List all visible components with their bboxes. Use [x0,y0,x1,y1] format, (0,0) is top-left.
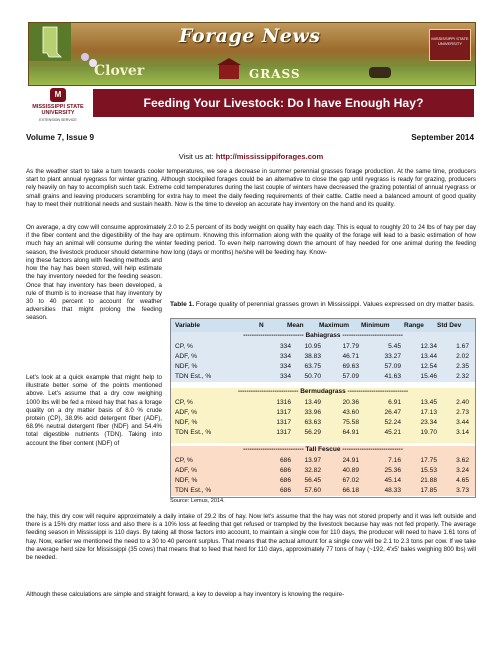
table-cell: 3.62 [456,457,469,464]
table-caption-label: Table 1. [170,301,195,308]
section-title: ---------------------------- Tall Fescue ---------------------------- [243,446,403,453]
flower-icon [81,53,89,61]
table-cell: 334 [279,363,291,370]
table-cell: 21.88 [420,477,437,484]
barn-icon [219,65,239,79]
table-row [171,362,475,372]
table-header-row [171,319,475,332]
table-cell: 63.75 [304,363,321,370]
table-row [171,408,475,418]
paragraph-consumption: On average, a dry cow will consume approximately 2.0 to 2.5 percent of its body weight on quality hay each day. This is equal to roughly 20 to 24 lbs of hay per day if the fiber content and the digestibility of the hay are optimum. Knowing this information along with the quality of the forage will lead to a basic estimation of how much hay an animal will consume during the winter feeding period. To even help narrowing down the amount of hay needed for one animal during the feeding season, the livestock producer should determine how long (days or months) he/she will be feeding hay. Know- [26,224,476,256]
banner-grass-label: GRASS [249,67,301,81]
section-title: ---------------------------- Bahiagrass ---------------------------- [243,332,403,339]
table-cell: 686 [279,467,291,474]
table-cell: 26.47 [384,409,401,416]
table-cell-variable: TDN Est., % [175,373,212,380]
table-cell: 12.54 [420,363,437,370]
table-cell-variable: TDN Est., % [175,429,212,436]
table-cell: 13.49 [304,399,321,406]
table-cell-variable: TDN Est., % [175,487,212,494]
visit-prefix: Visit us at: [178,152,216,161]
website-link[interactable]: http://mississippiforages.com [215,152,324,161]
table-cell: 20.36 [342,399,359,406]
table-cell: 67.02 [342,477,359,484]
table-cell: 69.63 [342,363,359,370]
table-cell: 6.91 [388,399,401,406]
table-cell-variable: ADF, % [175,467,197,474]
table-cell: 3.73 [456,487,469,494]
mississippi-map-icon [29,23,71,61]
table-cell-variable: CP, % [175,343,193,350]
table-cell: 334 [279,343,291,350]
table-cell-variable: CP, % [175,457,193,464]
table-cell-variable: NDF, % [175,477,198,484]
table-cell: 4.65 [456,477,469,484]
table-cell: 2.40 [456,399,469,406]
table-cell: 24.91 [342,457,359,464]
table-cell: 23.34 [420,419,437,426]
table-cell: 15.46 [420,373,437,380]
table-row [171,418,475,428]
table-cell: 2.02 [456,353,469,360]
header-range: Range [404,322,424,329]
table-cell: 57.60 [304,487,321,494]
table-cell: 50.70 [304,373,321,380]
table-caption-text: Forage quality of perennial grasses grown in Mississippi. Values expressed on dry matter basis. [194,301,475,308]
table-cell: 1316 [276,399,291,406]
table-cell: 1.67 [456,343,469,350]
table-cell: 2.73 [456,409,469,416]
table-cell: 19.70 [420,429,437,436]
header-variable: Variable [175,322,200,329]
msu-badge-icon: M [50,88,66,102]
table-row [171,476,475,486]
banner-title: Forage News [179,25,321,47]
table-cell: 2.32 [456,373,469,380]
forage-quality-table [170,318,476,498]
table-cell: 17.13 [420,409,437,416]
table-cell: 40.89 [342,467,359,474]
table-cell: 1317 [276,429,291,436]
header-std-dev: Std Dev [437,322,462,329]
table-cell: 57.09 [384,363,401,370]
header-maximum: Maximum [319,322,349,329]
table-cell: 686 [279,487,291,494]
table-cell: 46.71 [342,353,359,360]
table-cell: 2.35 [456,363,469,370]
table-cell-variable: ADF, % [175,353,197,360]
table-cell: 13.44 [420,353,437,360]
table-row [171,466,475,476]
table-cell: 25.36 [384,467,401,474]
table-cell: 45.14 [384,477,401,484]
table-cell: 3.44 [456,419,469,426]
table-cell: 32.82 [304,467,321,474]
volume-issue: Volume 7, Issue 9 [26,133,95,142]
paragraph-conclusion: Although these calculations are simple and straight forward, a key to develop a hay inventory is knowing the require- [26,591,345,598]
visit-line [0,152,502,161]
table-caption [170,301,476,309]
table-cell: 15.53 [420,467,437,474]
table-cell: 1317 [276,409,291,416]
table-cell: 41.63 [384,373,401,380]
table-cell: 38.83 [304,353,321,360]
cow-icon [369,67,391,78]
table-cell: 334 [279,373,291,380]
table-cell: 52.24 [384,419,401,426]
table-cell: 17.75 [420,457,437,464]
table-cell: 45.21 [384,429,401,436]
table-cell: 17.85 [420,487,437,494]
table-cell: 17.79 [342,343,359,350]
table-cell: 10.95 [304,343,321,350]
table-cell: 33.27 [384,353,401,360]
header-n: N [259,322,264,329]
table-row [171,486,475,496]
table-cell: 33.96 [304,409,321,416]
table-cell: 686 [279,457,291,464]
table-source: Source: Lemus, 2014. [170,498,225,504]
section-bahiagrass [171,332,475,382]
msu-extension-label: EXTENSION SERVICE [39,118,77,122]
header-mean: Mean [287,322,304,329]
paragraph-calculation: the hay, this dry cow will require approximately a daily intake of 29.2 lbs of hay. Now let's assume that the hay was not stored properly and it was left outside and there is a 15% dry matter loss and also there is a 10% loss at feeding that get refused or trampled by the livestock because hay was not fed properly. The average feeding season in Mississippi is 110 days. By taking all those factors into account, to maintain a single cow for 110 days, the producer will need to have 1.61 tons of hay. Now, earlier we mentioned the need to a 30 to 40 percent surplus. That means that the actual amount for a single cow will be 2.1 to 2.3 tons per cow. If we take the average herd size for Mississippi (35 cows) that means that to feed that herd for 110 days, approximately 77 tons of hay (~192, 4'x5' bales weighing 800 lbs) will be needed. [26,513,476,562]
table-cell: 5.45 [388,343,401,350]
table-cell: 1317 [276,419,291,426]
table-cell: 63.63 [304,419,321,426]
table-row [171,398,475,408]
table-cell: 3.14 [456,429,469,436]
table-cell: 56.45 [304,477,321,484]
header-minimum: Minimum [361,322,390,329]
msu-seal-logo: MISSISSIPPI STATE UNIVERSITY [429,29,471,61]
table-row [171,342,475,352]
table-row [171,456,475,466]
table-cell: 12.34 [420,343,437,350]
table-cell: 48.33 [384,487,401,494]
table-row [171,372,475,382]
table-cell: 57.09 [342,373,359,380]
paragraph-inventory: ing these factors along with feeding methods and how the hay has been stored, will help estimate the hay inventory needed for the feeding season. Once that hay inventory has been developed, a rule of thumb is to increase that hay inventory by 30 to 40 percent to account for weather adversities that might prolong the feeding season. [26,257,162,322]
table-cell: 13.45 [420,399,437,406]
table-row [171,352,475,362]
table-cell: 334 [279,353,291,360]
section-title: ---------------------------- Bermudagrass ---------------------------- [237,388,409,395]
section-bermudagrass [171,388,475,443]
banner-clover-label: Clover [94,63,145,79]
table-cell: 66.18 [342,487,359,494]
table-cell: 64.91 [342,429,359,436]
table-cell: 43.60 [342,409,359,416]
table-cell-variable: ADF, % [175,409,197,416]
table-cell: 13.97 [304,457,321,464]
paragraph-intro: As the weather start to take a turn towards cooler temperatures, we see a decrease in summer perennial grasses forage production. At the same time, producers start to plant annual ryegrass for winter grazing. Although stockpiled forages could be an alternative to close the gap until ryegrass is ready for grazing, producers rely heavily on hay to accomplish such task. Extreme cold temperatures during the last couple of winters have decreased the grazing potential of annual ryegrass or small grains and leaving producers scrambling for extra hay to meet the daily feeding requirements of their cattle. Cattle need a balanced amount of good quality hay to meet their nutritional needs and sustain health. Now is the time to develop an accurate hay inventory on the hand and its quality. [26,168,476,208]
table-cell: 7.16 [388,457,401,464]
forage-news-banner [28,22,476,86]
article-title: Feeding Your Livestock: Do I have Enough Hay? [143,96,424,110]
table-cell: 75.58 [342,419,359,426]
table-cell-variable: NDF, % [175,363,198,370]
msu-name: MISSISSIPPI STATE UNIVERSITY [32,104,84,116]
section-tall-fescue [171,446,475,496]
table-cell-variable: CP, % [175,399,193,406]
table-cell: 3.24 [456,467,469,474]
table-cell: 686 [279,477,291,484]
table-cell-variable: NDF, % [175,419,198,426]
article-title-bar [93,89,474,117]
table-cell: 56.29 [304,429,321,436]
table-row [171,428,475,438]
issue-date: September 2014 [411,133,474,142]
paragraph-example: Let's look at a quick example that might help to illustrate better some of the points mentioned above. Let's assume that a dry cow weighing 1000 lbs will be fed a mixed hay that has a forage quality on a dry matter basis of 8.0 % crude protein (CP), 38.9% acid detergent fiber (ADF), 68.9% neutral detergent fiber (NDF) and 54.4% total digestible nutrients (TDN). Taking into account the fiber content (NDF) of [26,374,162,447]
msu-extension-logo [28,88,88,122]
